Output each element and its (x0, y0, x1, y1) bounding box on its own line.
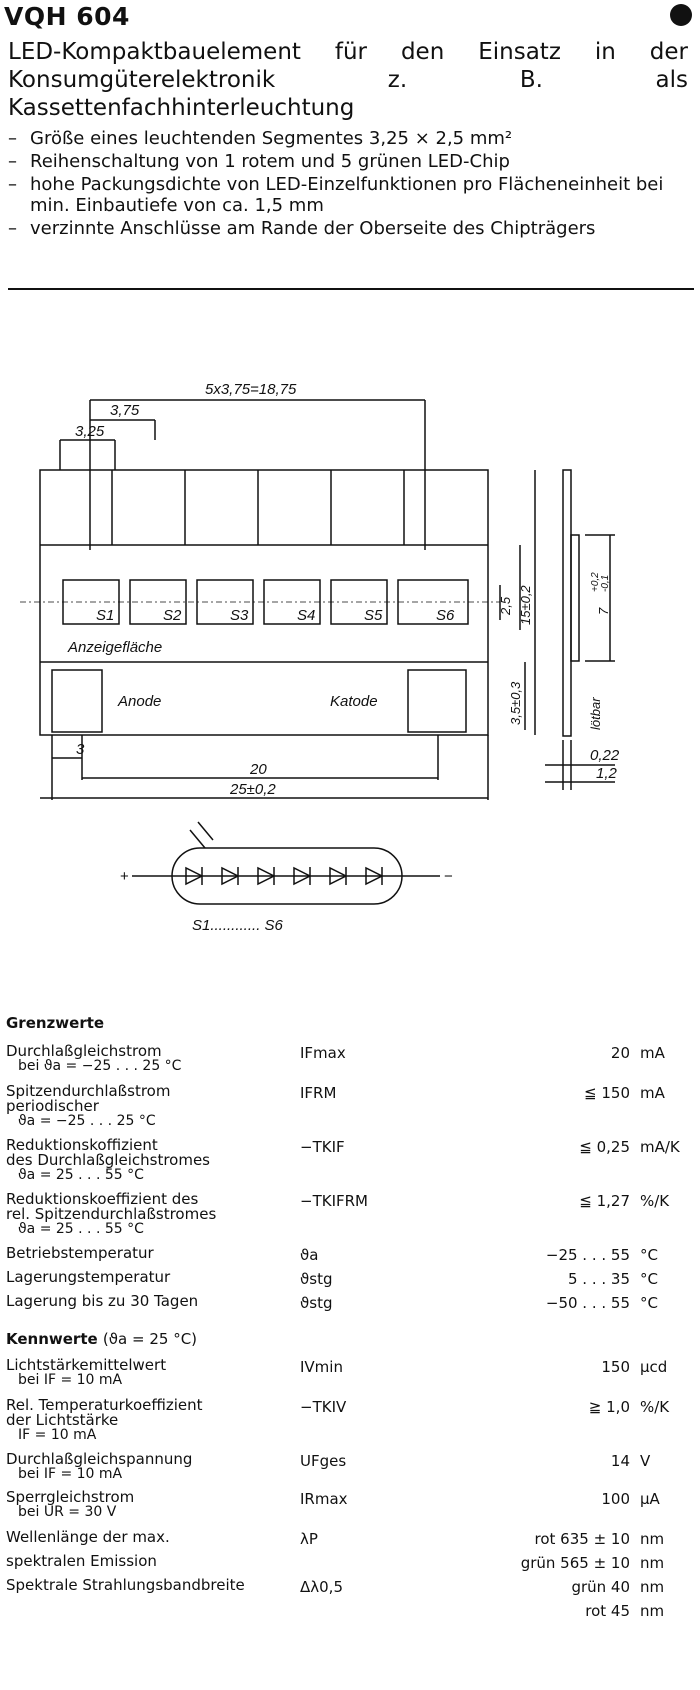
param-name: Wellenlänge der max. (6, 1528, 170, 1546)
feature-item: – hohe Packungsdichte von LED-Einzelfunktionen pro Flächeneinheit bei min. Einbautiefe von ca. 1,5 mm (8, 174, 688, 216)
param-value: 14 (610, 1452, 630, 1470)
param-name: Rel. Temperaturkoeffizient (6, 1396, 203, 1414)
param-name: Durchlaßgleichstrom (6, 1042, 162, 1060)
param-value: 100 (601, 1490, 630, 1508)
device-title: VQH 604 (4, 2, 130, 31)
bullet-marker (670, 4, 692, 26)
feature-list (8, 128, 688, 241)
display-area-label: Anzeigefläche (68, 639, 163, 656)
param-value: ≦ 1,27 (579, 1192, 630, 1210)
param-unit: %/K (640, 1192, 670, 1210)
schematic-minus: − (444, 868, 453, 885)
param-unit: mA (640, 1084, 665, 1102)
param-cond: ϑa = 25 . . . 55 °C (18, 1221, 144, 1237)
param-value: rot 635 ± 10 (534, 1530, 630, 1548)
param-unit: %/K (640, 1398, 670, 1416)
param-unit: °C (640, 1246, 658, 1264)
param-symbol: ϑa (300, 1246, 319, 1264)
param-name: Reduktionskoffizient (6, 1136, 158, 1154)
param-symbol: ϑstg (300, 1294, 333, 1312)
param-value: grün 40 (571, 1578, 630, 1596)
param-unit: μA (640, 1490, 660, 1508)
param-name: Betriebstemperatur (6, 1244, 154, 1262)
characteristics-heading-cond: (ϑa = 25 °C) (102, 1330, 198, 1348)
dim-total-length: 25±0,2 (230, 781, 276, 798)
param-symbol: λP (300, 1530, 318, 1548)
param-cond: periodischer (6, 1097, 99, 1115)
param-cond: bei ϑa = −25 . . . 25 °C (18, 1058, 182, 1074)
device-description: LED-Kompaktbauelement für den Einsatz in der Konsumgüterelektronik z. B. als Kassettenfachhinterleuchtung (8, 39, 688, 121)
param-unit: V (640, 1452, 651, 1470)
param-unit: nm (640, 1554, 665, 1572)
side-label: lötbar (588, 697, 603, 730)
label-s3: S3 (230, 607, 249, 624)
param-cond: bei UR = 30 V (18, 1504, 117, 1520)
param-value: grün 565 ± 10 (520, 1554, 630, 1572)
param-name: Sperrgleichstrom (6, 1488, 135, 1506)
label-s6: S6 (436, 607, 455, 624)
dim-lead-height: 3,5±0,3 (508, 681, 523, 725)
param-symbol: IFmax (300, 1044, 346, 1062)
dim-lead-thickness: 0,22 (590, 747, 620, 764)
anode-label: Anode (118, 693, 162, 710)
param-symbol: IVmin (300, 1358, 343, 1376)
param-value: rot 45 (585, 1602, 630, 1620)
param-name: Spektrale Strahlungsbandbreite (6, 1576, 245, 1594)
section-divider (8, 288, 694, 290)
dim-lead-width: 3 (76, 741, 85, 758)
param-cond: IF = 10 mA (18, 1427, 97, 1443)
param-name: Reduktionskoeffizient des (6, 1190, 199, 1208)
param-value: ≦ 0,25 (579, 1138, 630, 1156)
feature-item: – Größe eines leuchtenden Segmentes 3,25 × 2,5 mm² (8, 128, 688, 149)
anode-lead (52, 670, 102, 732)
param-name: Lagerungstemperatur (6, 1268, 171, 1286)
feature-item: – verzinnte Anschlüsse am Rande der Oberseite des Chipträgers (8, 218, 688, 239)
param-name: Lichtstärkemittelwert (6, 1356, 167, 1374)
param-cond: des Durchlaßgleichstromes (6, 1151, 210, 1169)
param-name: Spitzendurchlaßstrom (6, 1082, 171, 1100)
dim-thickness: 1,2 (596, 765, 617, 782)
param-symbol: −TKIFRM (300, 1192, 368, 1210)
param-value: 150 (601, 1358, 630, 1376)
schematic-range: S1............ S6 (192, 917, 283, 934)
param-unit: nm (640, 1602, 665, 1620)
param-name: Lagerung bis zu 30 Tagen (6, 1292, 199, 1310)
dim-side-height: 7 (596, 607, 611, 615)
label-s4: S4 (297, 607, 316, 624)
label-s1: S1 (96, 607, 115, 624)
param-symbol: IFRM (300, 1084, 337, 1102)
param-symbol: ϑstg (300, 1270, 333, 1288)
dim-total-pitch: 5x3,75=18,75 (205, 381, 297, 398)
label-s5: S5 (364, 607, 383, 624)
param-unit: nm (640, 1578, 665, 1596)
param-cond: rel. Spitzendurchlaßstromes (6, 1205, 217, 1223)
technical-drawing (0, 370, 700, 1010)
cathode-label: Katode (330, 693, 378, 710)
param-unit: nm (640, 1530, 665, 1548)
dim-side-tol-minus: -0,1 (600, 574, 611, 592)
side-view-body (563, 470, 571, 736)
param-value: 5 . . . 35 (567, 1270, 630, 1288)
param-symbol: UFges (300, 1452, 347, 1470)
characteristics-heading-text: Kennwerte (6, 1330, 98, 1348)
param-unit: mA (640, 1044, 665, 1062)
schematic-plus: + (120, 868, 129, 885)
limits-heading: Grenzwerte (6, 1014, 105, 1032)
param-unit: mA/K (640, 1138, 680, 1156)
side-view-window (571, 535, 579, 661)
param-value: 20 (610, 1044, 630, 1062)
param-cond: ϑa = −25 . . . 25 °C (18, 1113, 156, 1129)
param-value: ≧ 1,0 (588, 1398, 630, 1416)
param-value: −50 . . . 55 (545, 1294, 630, 1312)
param-symbol: IRmax (300, 1490, 348, 1508)
param-cond: der Lichtstärke (6, 1411, 119, 1429)
characteristics-heading (6, 1330, 197, 1348)
param-value: −25 . . . 55 (545, 1246, 630, 1264)
cathode-lead (408, 670, 466, 732)
param-cond: bei IF = 10 mA (18, 1372, 123, 1388)
param-name: Durchlaßgleichspannung (6, 1450, 193, 1468)
param-value: ≦ 150 (584, 1084, 630, 1102)
param-name: spektralen Emission (6, 1552, 157, 1570)
param-cond: bei IF = 10 mA (18, 1466, 123, 1482)
param-symbol: −TKIF (300, 1138, 345, 1156)
label-s2: S2 (163, 607, 182, 624)
param-symbol: Δλ0,5 (300, 1578, 343, 1596)
feature-item: – Reihenschaltung von 1 rotem und 5 grünen LED-Chip (8, 151, 688, 172)
dim-lead-spacing: 20 (250, 761, 267, 778)
dim-segment-width: 3,25 (75, 423, 105, 440)
param-symbol: −TKIV (300, 1398, 347, 1416)
param-unit: °C (640, 1294, 658, 1312)
dim-side-tol-plus: +0,2 (590, 572, 601, 592)
dim-total-height: 15±0,2 (518, 585, 533, 625)
circuit-schematic (132, 822, 440, 904)
dim-segment-height: 2,5 (498, 596, 513, 615)
dim-pitch: 3,75 (110, 402, 140, 419)
param-unit: μcd (640, 1358, 668, 1376)
param-unit: °C (640, 1270, 658, 1288)
param-cond: ϑa = 25 . . . 55 °C (18, 1167, 144, 1183)
